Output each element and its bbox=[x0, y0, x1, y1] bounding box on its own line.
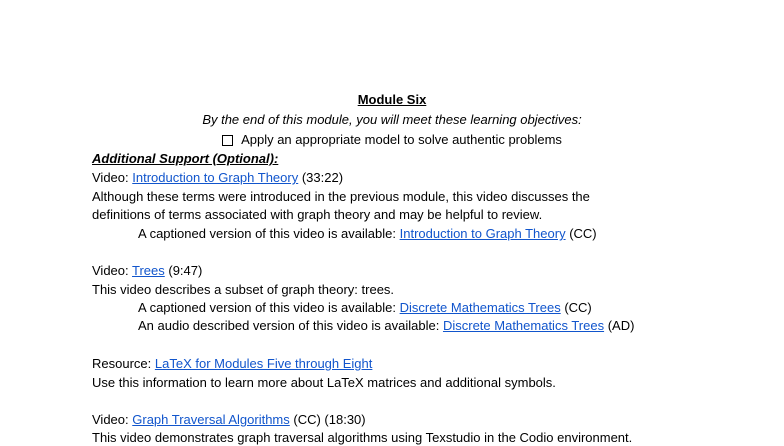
video-graph-traversal bbox=[92, 412, 366, 428]
resource-latex bbox=[92, 356, 372, 372]
item-description: Although these terms were introduced in the previous module, this video discusses the bbox=[92, 189, 590, 204]
captioned-version bbox=[138, 300, 592, 316]
support-heading: Additional Support (Optional): bbox=[92, 151, 279, 166]
captioned-version bbox=[138, 226, 597, 242]
graph-traversal-link[interactable]: Graph Traversal Algorithms bbox=[132, 412, 290, 427]
cc-suffix: (CC) bbox=[560, 300, 592, 315]
item-prefix: Video: bbox=[92, 412, 133, 427]
objectives-intro: By the end of this module, you will meet these learning objectives: bbox=[202, 112, 582, 127]
item-description: Use this information to learn more about LaTeX matrices and additional symbols. bbox=[92, 375, 556, 390]
module-title: Module Six bbox=[357, 92, 427, 107]
ad-suffix: (AD) bbox=[604, 318, 635, 333]
item-description: This video describes a subset of graph theory: trees. bbox=[92, 282, 395, 297]
item-prefix: Resource: bbox=[92, 356, 155, 371]
audio-described-version bbox=[138, 318, 634, 334]
item-duration: (CC) (18:30) bbox=[289, 412, 366, 427]
video-trees bbox=[92, 263, 202, 279]
item-duration: (9:47) bbox=[164, 263, 203, 278]
trees-ad-link[interactable]: Discrete Mathematics Trees bbox=[442, 318, 605, 333]
item-description: definitions of terms associated with graph theory and may be helpful to review. bbox=[92, 207, 543, 222]
objective-item bbox=[0, 132, 784, 148]
intro-graph-theory-link[interactable]: Introduction to Graph Theory bbox=[132, 170, 299, 185]
intro-graph-theory-cc-link[interactable]: Introduction to Graph Theory bbox=[399, 226, 566, 241]
trees-cc-link[interactable]: Discrete Mathematics Trees bbox=[399, 300, 561, 315]
cc-prefix: A captioned version of this video is available: bbox=[138, 300, 400, 315]
checkbox-icon[interactable] bbox=[222, 135, 233, 146]
ad-prefix: An audio described version of this video is available: bbox=[138, 318, 443, 333]
item-prefix: Video: bbox=[92, 263, 133, 278]
cc-suffix: (CC) bbox=[565, 226, 597, 241]
item-description: This video demonstrates graph traversal algorithms using Texstudio in the Codio environment. bbox=[92, 430, 633, 445]
objective-text: Apply an appropriate model to solve authentic problems bbox=[241, 132, 562, 147]
item-duration: (33:22) bbox=[298, 170, 344, 185]
item-prefix: Video: bbox=[92, 170, 133, 185]
trees-link[interactable]: Trees bbox=[132, 263, 165, 278]
video-intro-graph-theory bbox=[92, 170, 343, 186]
latex-resource-link[interactable]: LaTeX for Modules Five through Eight bbox=[154, 356, 373, 371]
cc-prefix: A captioned version of this video is available: bbox=[138, 226, 400, 241]
